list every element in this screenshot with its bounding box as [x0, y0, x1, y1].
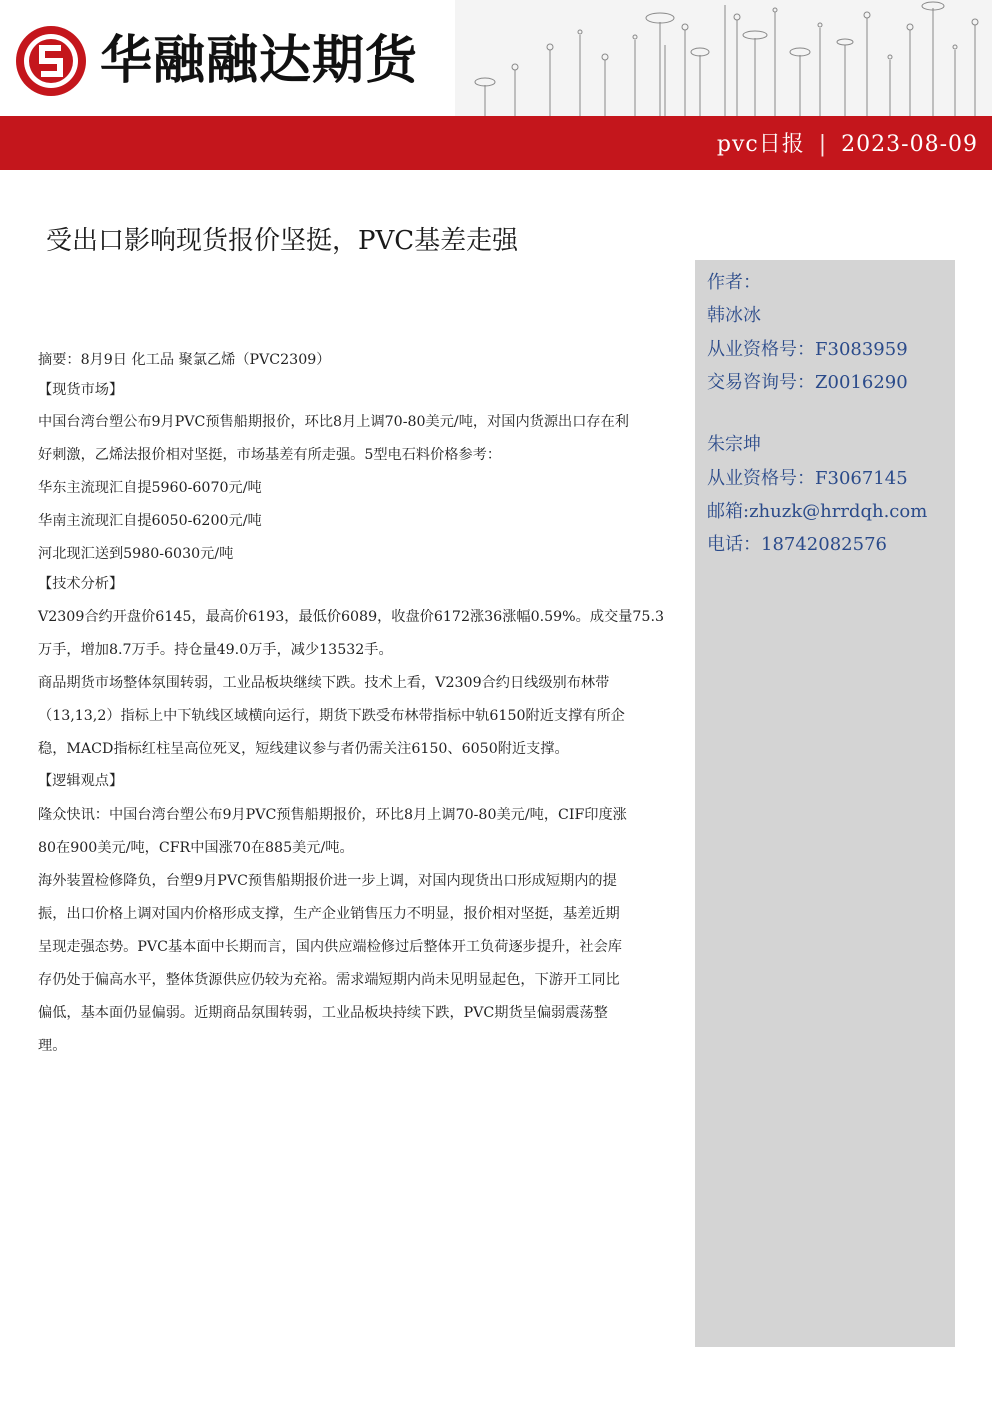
- author-2-phone: 电话：18742082576: [707, 534, 887, 555]
- logic-line: 呈现走强态势。PVC基本面中长期而言，国内供应端检修过后整体开工负荷逐步提升，社会库: [38, 939, 622, 955]
- report-date: 2023-08-09: [841, 132, 978, 157]
- title-separator: |: [818, 132, 828, 157]
- author-2-email: 邮箱:zhuzk@hrrdqh.com: [707, 501, 928, 522]
- report-header: [0, 0, 992, 170]
- tech-line: V2309合约开盘价6145，最高价6193，最低价6089，收盘价6172涨36涨幅0.59%。成交量75.3: [38, 609, 664, 625]
- tech-line: 商品期货市场整体氛围转弱，工业品板块继续下跌。技术上看，V2309合约日线级别布林带: [38, 675, 610, 691]
- logic-line: 海外装置检修降负，台塑9月PVC预售船期报价进一步上调，对国内现货出口形成短期内的提: [38, 873, 617, 889]
- company-logo-icon: [14, 24, 88, 98]
- logic-line: 存仍处于偏高水平，整体货源供应仍较为充裕。需求端短期内尚未见明显起色，下游开工同比: [38, 972, 620, 988]
- logic-line: 80在900美元/吨，CFR中国涨70在885美元/吨。: [38, 840, 354, 856]
- author-1-name: 韩冰冰: [707, 305, 761, 326]
- author-2-name: 朱宗坤: [707, 434, 761, 455]
- report-type-date: [717, 127, 978, 158]
- spot-line: 好刺激，乙烯法报价相对坚挺，市场基差有所走强。5型电石料价格参考：: [38, 447, 502, 463]
- tech-line: （13,13,2）指标上中下轨线区域横向运行，期货下跌受布林带指标中轨6150附近支撑有所企: [38, 708, 625, 724]
- spot-line: 中国台湾台塑公布9月PVC预售船期报价，环比8月上调70-80美元/吨，对国内货源出口存在利: [38, 414, 629, 430]
- author-2-license: 从业资格号：F3067145: [707, 468, 908, 489]
- author-1-consult: 交易咨询号：Z0016290: [707, 372, 908, 393]
- spot-price-south: 华南主流现汇自提6050-6200元/吨: [38, 513, 262, 529]
- spot-price-east: 华东主流现汇自提5960-6070元/吨: [38, 480, 262, 496]
- logic-line: 振，出口价格上调对国内价格形成支撑，生产企业销售压力不明显，报价相对坚挺，基差近期: [38, 906, 620, 922]
- report-type: pvc日报: [716, 132, 805, 157]
- author-label: 作者：: [707, 272, 761, 293]
- spot-price-hebei: 河北现汇送到5980-6030元/吨: [38, 546, 234, 562]
- spot-heading: 【现货市场】: [38, 382, 124, 398]
- tech-line: 稳，MACD指标红柱呈高位死叉，短线建议参与者仍需关注6150、6050附近支撑。: [38, 741, 569, 757]
- summary-line: 摘要：8月9日 化工品 聚氯乙烯（PVC2309）: [38, 352, 331, 368]
- logic-line: 偏低，基本面仍显偏弱。近期商品氛围转弱，工业品板块持续下跌，PVC期货呈偏弱震荡整: [38, 1005, 608, 1021]
- page-title: 受出口影响现货报价坚挺，PVC基差走强: [46, 226, 519, 256]
- tech-line: 万手，增加8.7万手。持仓量49.0万手，减少13532手。: [38, 642, 393, 658]
- author-1-license: 从业资格号：F3083959: [707, 339, 908, 360]
- decorative-circles-icon: [455, 0, 992, 118]
- author-sidebar: [695, 260, 955, 1347]
- logic-line: 理。: [38, 1038, 67, 1054]
- logic-heading: 【逻辑观点】: [38, 773, 124, 789]
- tech-heading: 【技术分析】: [38, 576, 124, 592]
- brand-name: 华融融达期货: [100, 31, 419, 91]
- logic-line: 隆众快讯：中国台湾台塑公布9月PVC预售船期报价，环比8月上调70-80美元/吨，CIF印度涨: [38, 807, 627, 823]
